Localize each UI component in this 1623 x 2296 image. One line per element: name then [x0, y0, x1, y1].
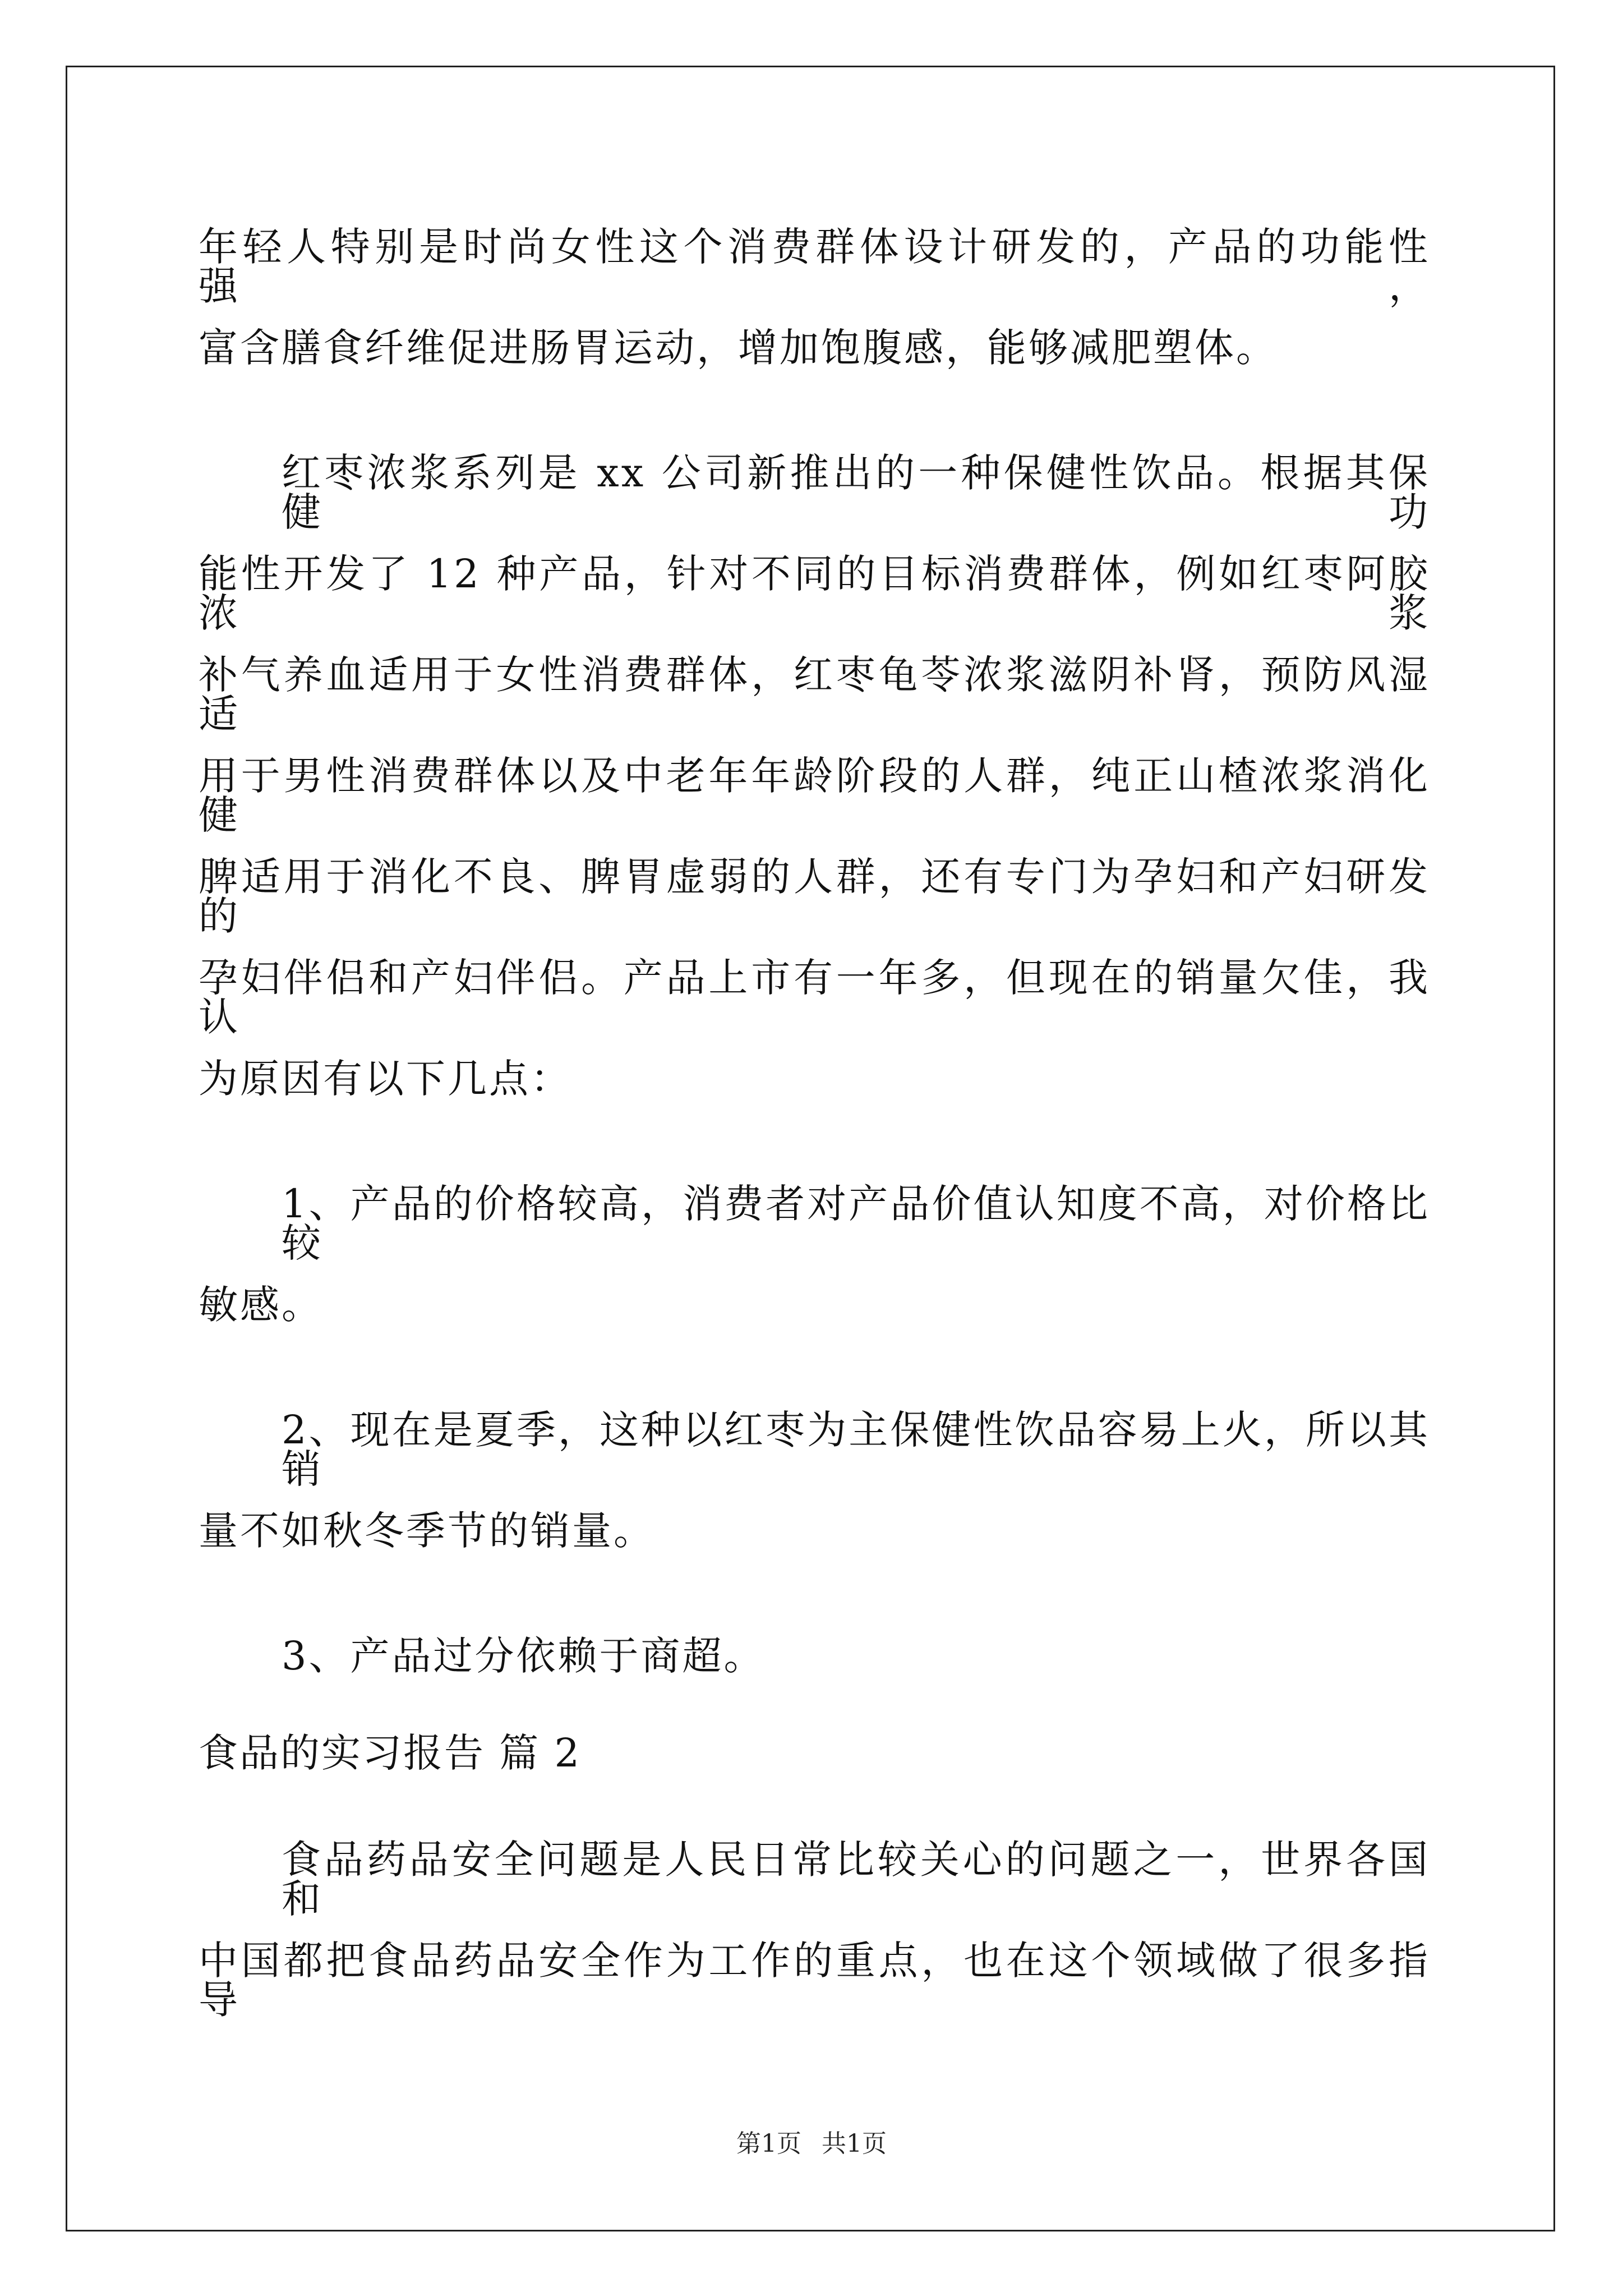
text-line: 2、现在是夏季，这种以红枣为主保健性饮品容易上火，所以其销 — [282, 1407, 1430, 1492]
text-line: 脾适用于消化不良、脾胃虚弱的人群，还有专门为孕妇和产妇研发的 — [199, 854, 1430, 939]
page-number: 第1页 — [736, 2129, 801, 2158]
page-footer — [0, 2129, 1623, 2158]
text-line: 能性开发了 12 种产品，针对不同的目标消费群体，例如红枣阿胶浓浆 — [199, 551, 1430, 636]
page-total: 共1页 — [822, 2129, 887, 2158]
text-line: 1、产品的价格较高，消费者对产品价值认知度不高，对价格比较 — [282, 1181, 1430, 1266]
text-line: 敏感。 — [199, 1282, 323, 1328]
text-line: 食品药品安全问题是人民日常比较关心的问题之一，世界各国和 — [282, 1837, 1430, 1922]
text-line: 年轻人特别是时尚女性这个消费群体设计研发的，产品的功能性强， — [199, 224, 1430, 309]
text-line: 孕妇伴侣和产妇伴侣。产品上市有一年多，但现在的销量欠佳，我认 — [199, 955, 1430, 1040]
text-line: 用于男性消费群体以及中老年年龄阶段的人群，纯正山楂浓浆消化健 — [199, 753, 1430, 838]
text-line: 3、产品过分依赖于商超。 — [282, 1633, 766, 1679]
text-line: 中国都把食品药品安全作为工作的重点，也在这个领域做了很多指导 — [199, 1938, 1430, 2023]
section-heading: 食品的实习报告 篇 2 — [199, 1730, 582, 1776]
text-line: 富含膳食纤维促进肠胃运动，增加饱腹感，能够减肥塑体。 — [199, 325, 1278, 371]
text-line: 补气养血适用于女性消费群体，红枣龟苓浓浆滋阴补肾，预防风湿适 — [199, 652, 1430, 737]
text-line: 为原因有以下几点： — [199, 1056, 572, 1102]
text-line: 量不如秋冬季节的销量。 — [199, 1508, 655, 1554]
text-line: 红枣浓浆系列是 xx 公司新推出的一种保健性饮品。根据其保健功 — [282, 450, 1430, 535]
